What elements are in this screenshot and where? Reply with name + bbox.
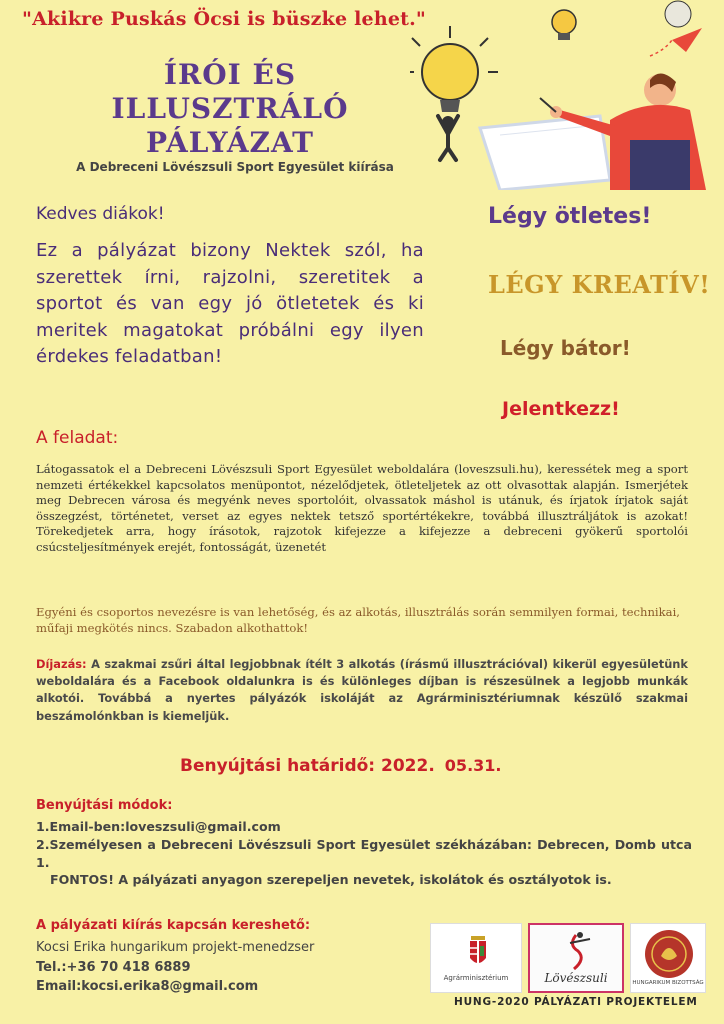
illustration-idea-icon: [410, 0, 710, 190]
contact-phone: Tel.:+36 70 418 6889: [36, 959, 191, 975]
hungarikum-seal-icon: [631, 926, 707, 982]
contact-email: Email:kocsi.erika8@gmail.com: [36, 979, 259, 994]
agrarministry-logo: [430, 923, 522, 993]
greeting: Kedves diákok!: [36, 204, 165, 224]
loveszsuli-logo: [528, 923, 624, 993]
page-title: [60, 58, 400, 160]
submission-in-person: 2.Személyesen a Debreceni Lövészsuli Sport Egyesület székházában: Debrecen, Domb utca 1.: [36, 836, 692, 870]
title-line-2: PÁLYÁZAT: [145, 126, 315, 159]
subtitle: A Debreceni Lövészsuli Sport Egyesület kiírása: [76, 160, 394, 174]
prize-label: Díjazás:: [36, 657, 87, 671]
submission-heading: Benyújtási módok:: [36, 798, 173, 813]
prize-section: [36, 656, 688, 725]
contact-heading: A pályázati kiírás kapcsán kereshető:: [36, 918, 311, 933]
header-quote: "Akikre Puskás Öcsi is büszke lehet.": [22, 8, 427, 30]
agrarministry-logo-text: Agrárminisztérium: [443, 974, 509, 982]
loveszsuli-logo-text: Lövészsuli: [544, 971, 608, 985]
slogan-creative: LÉGY KREATÍV!: [488, 270, 711, 299]
deadline-date: 05.31.: [444, 756, 502, 775]
deadline: [180, 756, 501, 776]
hungarikum-logo: [630, 923, 706, 993]
footer-project-label: HUNG-2020 PÁLYÁZATI PROJEKTELEM: [454, 996, 698, 1008]
task-heading: A feladat:: [36, 428, 119, 448]
slogan-brave: Légy bátor!: [500, 336, 631, 360]
slogan-creative-ideas: Légy ötletes!: [488, 204, 652, 229]
contact-name: Kocsi Erika hungarikum projekt-menedzser: [36, 940, 315, 955]
deadline-label: Benyújtási határidő: 2022.: [180, 756, 435, 776]
hungarikum-logo-text: HUNGARIKUM BIZOTTSÁG: [632, 980, 704, 986]
coat-of-arms-icon: [431, 928, 523, 978]
entry-text: Egyéni és csoportos nevezésre is van lehetőség, és az alkotás, illusztrálás során semmilyen formai, technikai, műfaji megkötés nincs. Szabadon alkothattok!: [36, 605, 680, 635]
submission-important: FONTOS! A pályázati anyagon szerepeljen nevetek, iskolátok és osztályotok is.: [50, 872, 612, 888]
task-text: Látogassatok el a Debreceni Lövészsuli Sport Egyesület weboldalára (loveszsuli.hu), keressétek meg a sport nemzeti értékekkel kapcsolatos menüpontot, nézelődjetek, ötleteljetek az ott olvasottak alapján. Ismerjétek meg Debrecen városa és megyénk neves sportolóit, olvassatok máshol is utánuk, és írjatok írjatok saját összegzést, történetet, verset az egyes nektek tetsző sportértékekre, továbbá illusztráljátok is azokat! Törekedjetek arra, hogy írásotok, rajzotok kifejezze a kifejezze a debreceni gyökerű sportolói csúcsteljesítmények erejét, fontosságát, üzenetét: [36, 462, 688, 554]
submission-email: 1.Email-ben:loveszsuli@gmail.com: [36, 819, 281, 834]
contact-info: [36, 938, 314, 997]
shooter-figure-icon: [530, 929, 622, 975]
intro-text: Ez a pályázat bizony Nektek szól, ha szerettek írni, rajzolni, szeretitek a sportot és van egy jó ötletetek és ki meritek magatokat próbálni egy ilyen érdekes feladatban!: [36, 240, 424, 367]
submission-methods: [36, 818, 692, 889]
title-line-1: ÍRÓI ÉS ILLUSZTRÁLÓ: [111, 58, 349, 125]
prize-text: A szakmai zsűri által legjobbnak ítélt 3 alkotás (írásmű illusztrációval) kikerül egyesületünk weboldalára és a Facebook oldalunkra is és különleges díjban is részesülnek a legjobb munkák alkotói. Továbbá a nyertes pályázók iskoláját az Agrárminisztériumnak készülő szakmai beszámolónkban is kiemeljük.: [36, 657, 688, 723]
slogan-apply: Jelentkezz!: [502, 398, 620, 420]
